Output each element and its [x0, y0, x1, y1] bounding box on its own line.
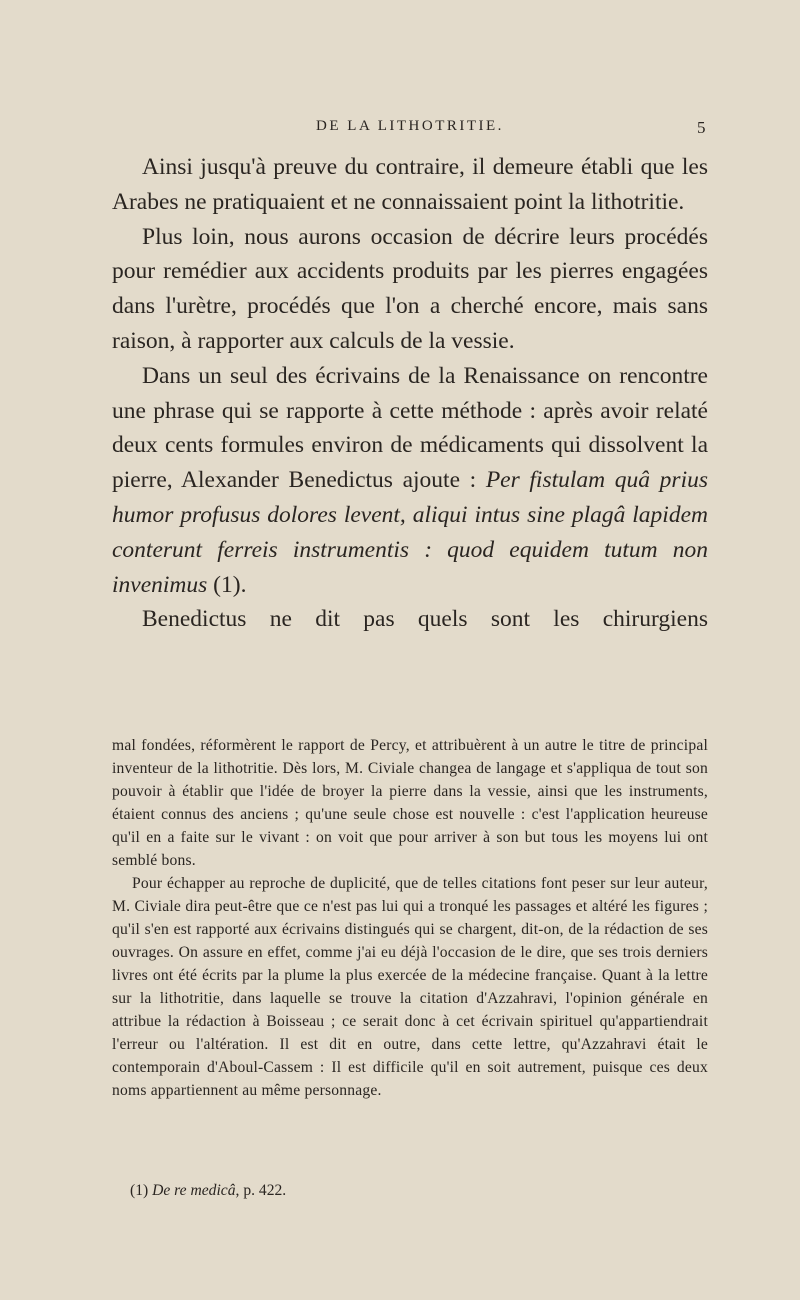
paragraph-2: Plus loin, nous aurons occasion de décrire leurs procédés pour remédier aux accidents produits par les pierres engagées dans l'urètre, procédés que l'on a cherché encore, mais sans raison, à rapporter aux calculs de la vessie. [112, 223, 708, 354]
footnote-marker: (1) [130, 1182, 153, 1199]
paragraph-4: Benedictus ne dit pas quels sont les chirurgiens [142, 606, 708, 633]
note-continuation: mal fondées, réformèrent le rapport de Percy, et attribuèrent à un autre le titre de principal inventeur de la lithotritie. Dès lors, M. Civiale changea de langage et s'appliqua de tout son pouvoir à établir que l'idée de broyer la pierre dans la vessie, ainsi que les instruments, étaient connus des anciens ; qu'une seule chose est nouvelle : c'est l'application heureuse qu'il en a faite sur le vivant : on voit que pour arriver à son but tous les moyens lui ont semblé bons. [112, 737, 708, 869]
notes-section [112, 734, 708, 1102]
page-number: 5 [697, 118, 708, 137]
page-header [112, 118, 708, 140]
footnote [130, 1182, 286, 1200]
paragraph-1: Ainsi jusqu'à preuve du contraire, il demeure établi que les Arabes ne pratiquaient et ne connaissaient point la lithotritie. [112, 154, 708, 215]
footnote-page: , p. 422. [235, 1182, 287, 1199]
main-text [112, 150, 708, 637]
paragraph-3 [112, 359, 708, 603]
paragraph-3-intro: Dans un seul des écrivains de la Renaissance on rencontre une phrase qui se rapporte à cette méthode : après avoir relaté deux cents formules environ de médicaments qui dissolvent la pierre, Alexander Benedictus ajoute : [112, 362, 708, 494]
footnote-reference: (1). [207, 571, 247, 598]
running-head: DE LA LITHOTRITIE. [316, 118, 504, 134]
footnote-title: De re medicâ [152, 1182, 236, 1199]
latin-quote: Per fistulam quâ prius humor profusus dolores levent, aliqui intus sine plagâ lapidem conterunt ferreis instrumentis : quod equidem tutum non invenimus [112, 467, 708, 598]
note-paragraph: Pour échapper au reproche de duplicité, que de telles citations font peser sur leur auteur, M. Civiale dira peut-être que ce n'est pas lui qui a tronqué les passages et altéré les figures ; qu'il s'en est rapporté aux écrivains distingués qui se chargent, dit-on, de la rédaction de ses ouvrages. On assure en effet, comme j'ai eu déjà l'occasion de le dire, que ses trois derniers livres ont été écrits par la plume la plus exercée de la médecine française. Quant à la lettre sur la lithotritie, dans laquelle se trouve la citation d'Azzahravi, l'opinion générale en attribue la rédaction à Boisseau ; ce serait donc à cet écrivain spirituel qu'appartiendrait l'erreur ou l'altération. Il est dit en outre, dans cette lettre, qu'Azzahravi était le contemporain d'Aboul-Cassem : Il est difficile qu'il en soit autrement, puisque ces deux noms appartiennent au même personnage. [112, 875, 708, 1099]
